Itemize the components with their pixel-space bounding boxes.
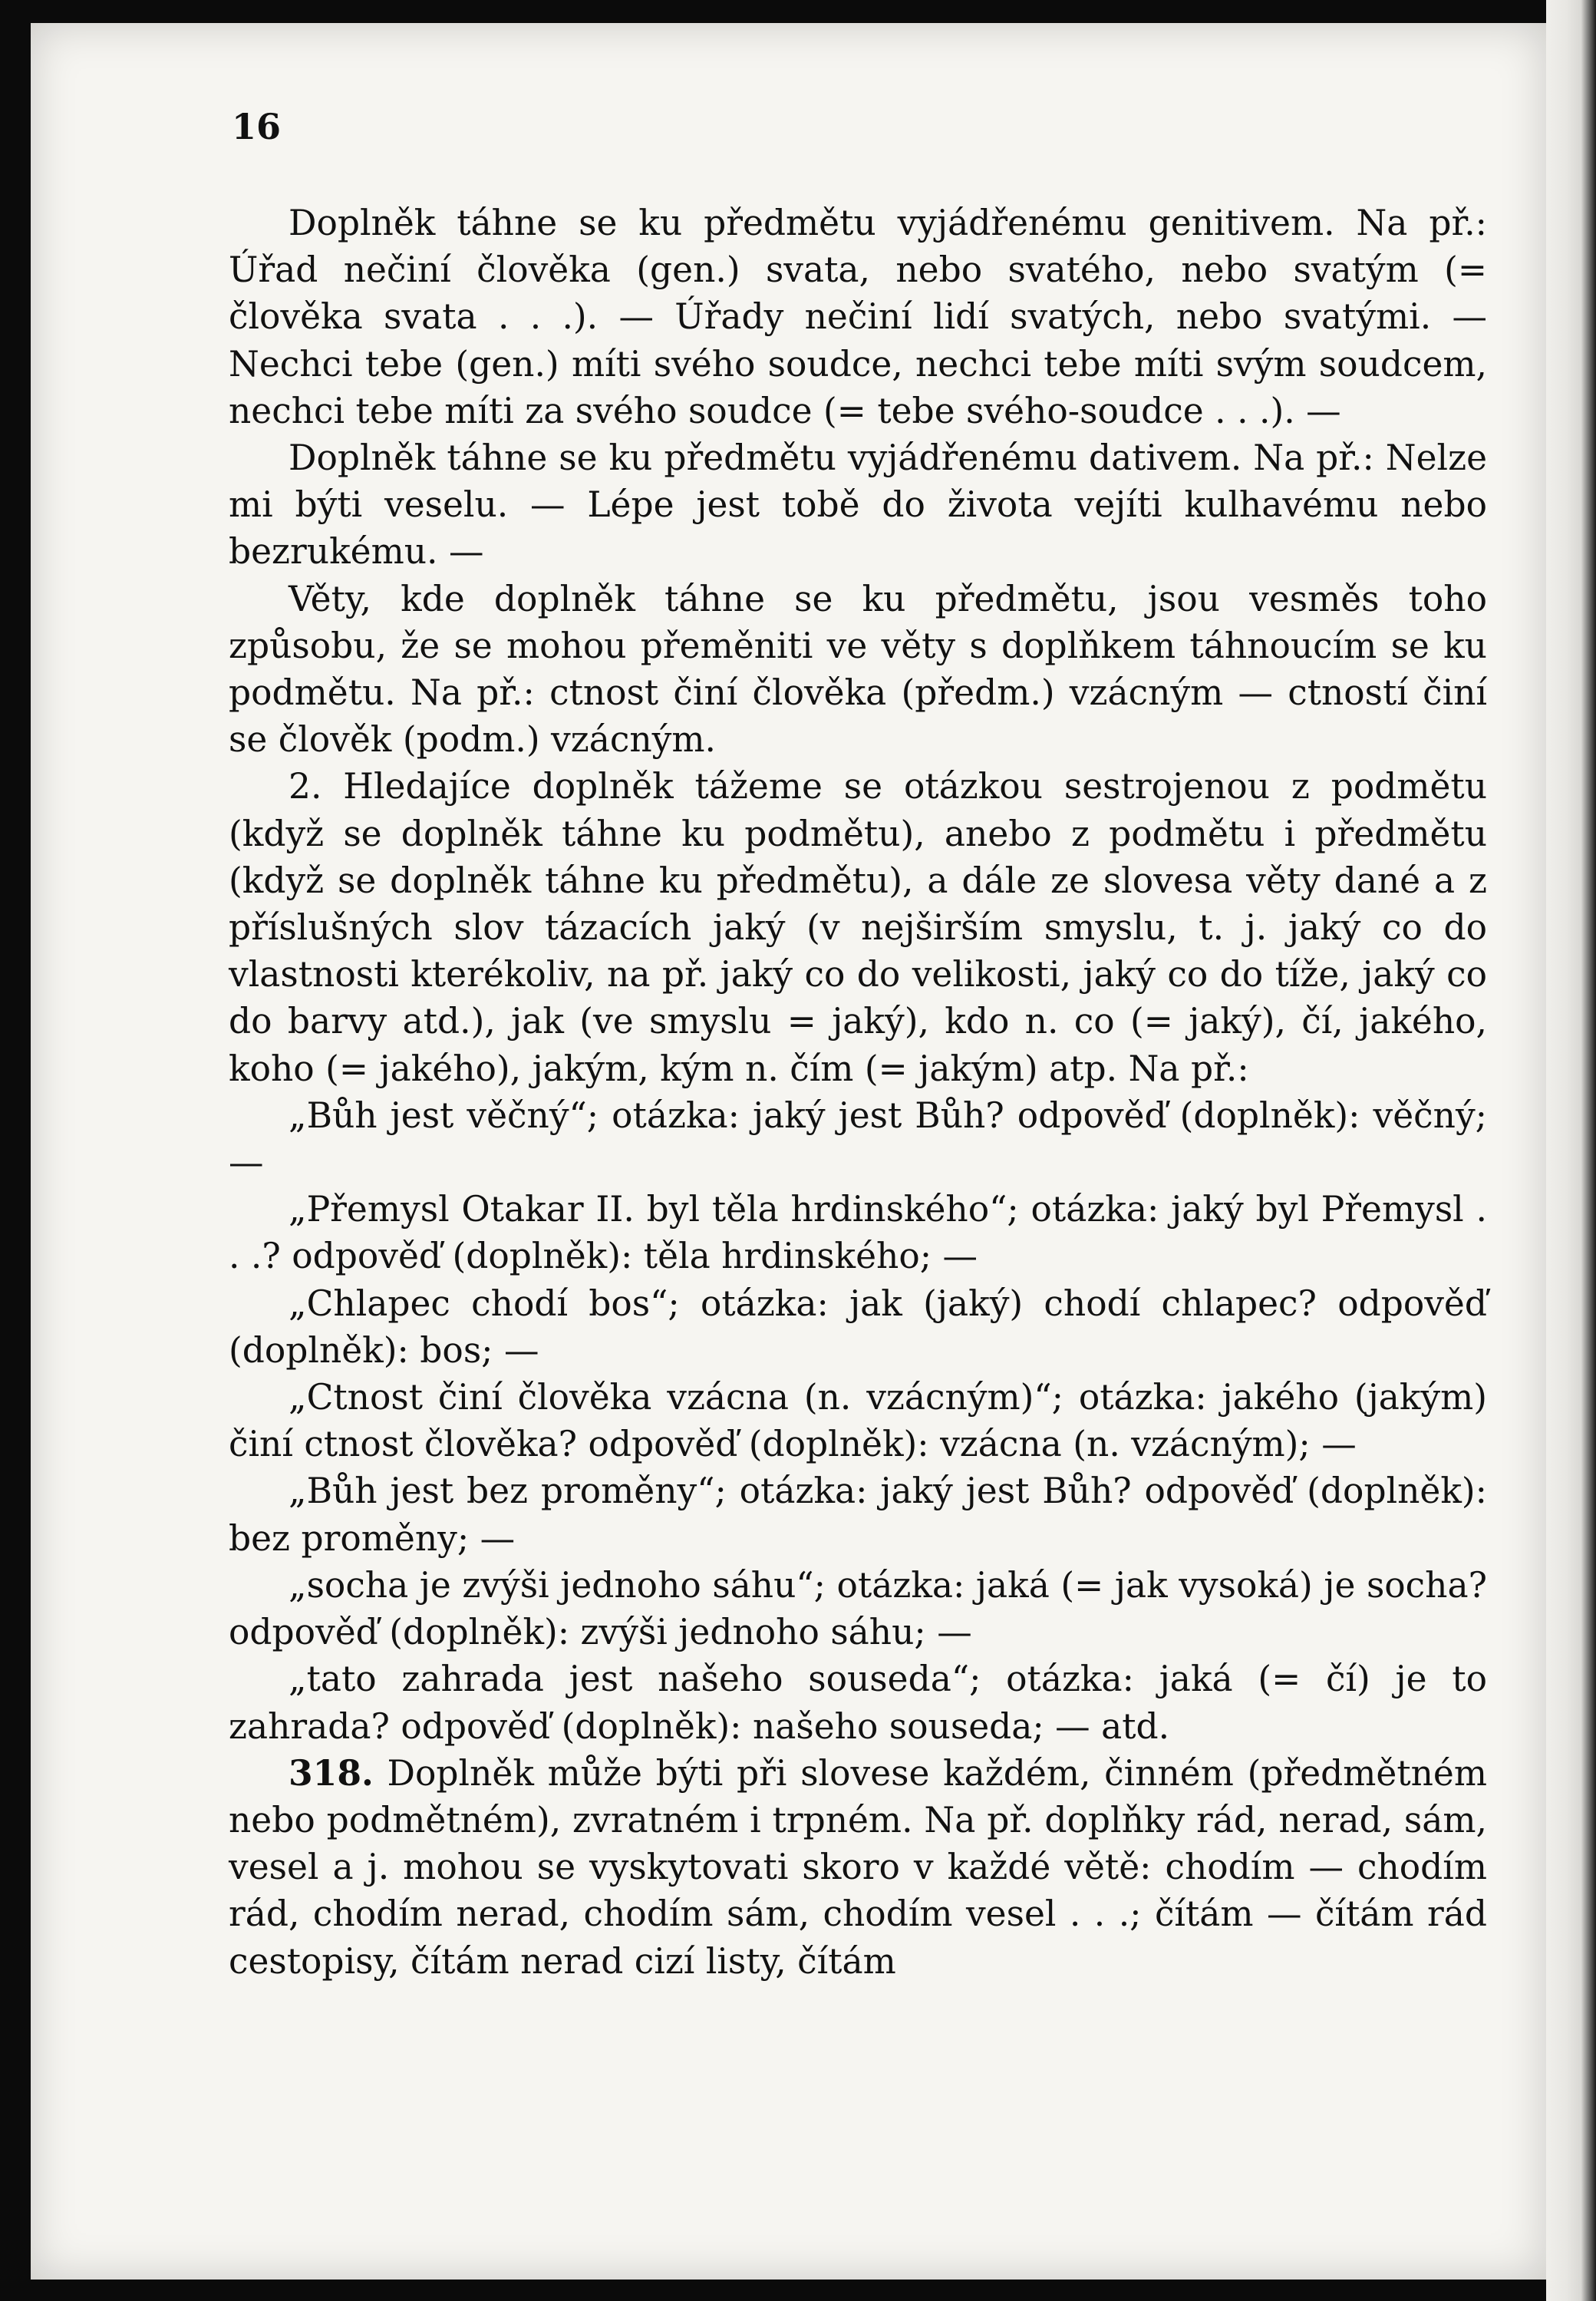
book-page [31, 23, 1546, 2280]
section-318-text: Doplněk může býti při slovese každém, činném (předmětném nebo podmětném), zvratném i trpném. Na př. doplňky rád, nerad, sám, vesel a j. mohou se vyskytovati skoro v každé větě: chodím — chodím rád, chodím nerad, chodím sám, chodím vesel . . .; čítám — čítám rád cestopisy, čítám nerad cizí listy, čítám [229, 1752, 1487, 1982]
section-number: 318. [289, 1751, 374, 1794]
text-body [229, 200, 1487, 1985]
example-item: „Bůh jest věčný“; otázka: jaký jest Bůh? odpověď (doplněk): věčný; — [229, 1094, 1487, 1184]
example-item: „socha je zvýši jednoho sáhu“; otázka: jaká (= jak vysoká) je socha? odpověď (doplněk): zvýši jednoho sáhu; — [229, 1564, 1487, 1653]
example-item: „Přemysl Otakar II. byl těla hrdinského“; otázka: jaký byl Přemysl . . .? odpověď (doplněk): těla hrdinského; — [229, 1189, 1487, 1277]
example-item: „Chlapec chodí bos“; otázka: jak (jaký) chodí chlapec? odpověď (doplněk): bos; — [229, 1283, 1487, 1371]
example-item: „Bůh jest bez proměny“; otázka: jaký jest Bůh? odpověď (doplněk): bez proměny; — [229, 1471, 1487, 1559]
example-item: „tato zahrada jest našeho souseda“; otázka: jaká (= čí) je to zahrada? odpověď (doplněk): našeho souseda; — atd. [229, 1659, 1487, 1747]
paragraph-genitive: Doplněk táhne se ku předmětu vyjádřenému genitivem. Na př.: Úřad nečiní člověka (gen.) svata, nebo svatého, nebo svatým (= člověka svata . . .). — Úřady nečiní lidí svatých, nebo svatými. — Nechci tebe (gen.) míti svého soudce, nechci tebe míti svým soudcem, nechci tebe míti za svého soudce (= tebe svého-soudce . . .). — [229, 203, 1487, 431]
paragraph-section-318 [229, 1750, 1487, 1985]
paragraph-dative: Doplněk táhne se ku předmětu vyjádřenému dativem. Na př.: Nelze mi býti veselu. — Lépe jest tobě do života vejíti kulhavému nebo bezrukému. — [229, 437, 1487, 573]
page-number: 16 [232, 106, 282, 147]
example-item: „Ctnost činí člověka vzácna (n. vzácným)“; otázka: jakého (jakým) činí ctnost člověka? odpověď (doplněk): vzácna (n. vzácným); — [229, 1377, 1487, 1465]
paragraph-question-method: 2. Hledajíce doplněk tážeme se otázkou sestrojenou z podmětu (když se doplněk táhne ku podmětu), anebo z podmětu i předmětu (když se doplněk táhne ku předmětu), a dále ze slovesa věty dané a z příslušných slov tázacích jaký (v nejširším smyslu, t. j. jaký co do vlastnosti kterékoliv, na př. jaký co do velikosti, jaký co do tíže, jaký co do barvy atd.), jak (ve smyslu = jaký), kdo n. co (= jaký), čí, jakého, koho (= jakého), jakým, kým n. čím (= jakým) atp. Na př.: [229, 766, 1487, 1089]
paragraph-transform: Věty, kde doplněk táhne se ku předmětu, jsou vesměs toho způsobu, že se mohou přeměniti ve věty s doplňkem táhnoucím se ku podmětu. Na př.: ctnost činí člověka (předm.) vzácným — ctností činí se člověk (podm.) vzácným. [229, 578, 1487, 761]
page-edge [1546, 0, 1596, 2301]
